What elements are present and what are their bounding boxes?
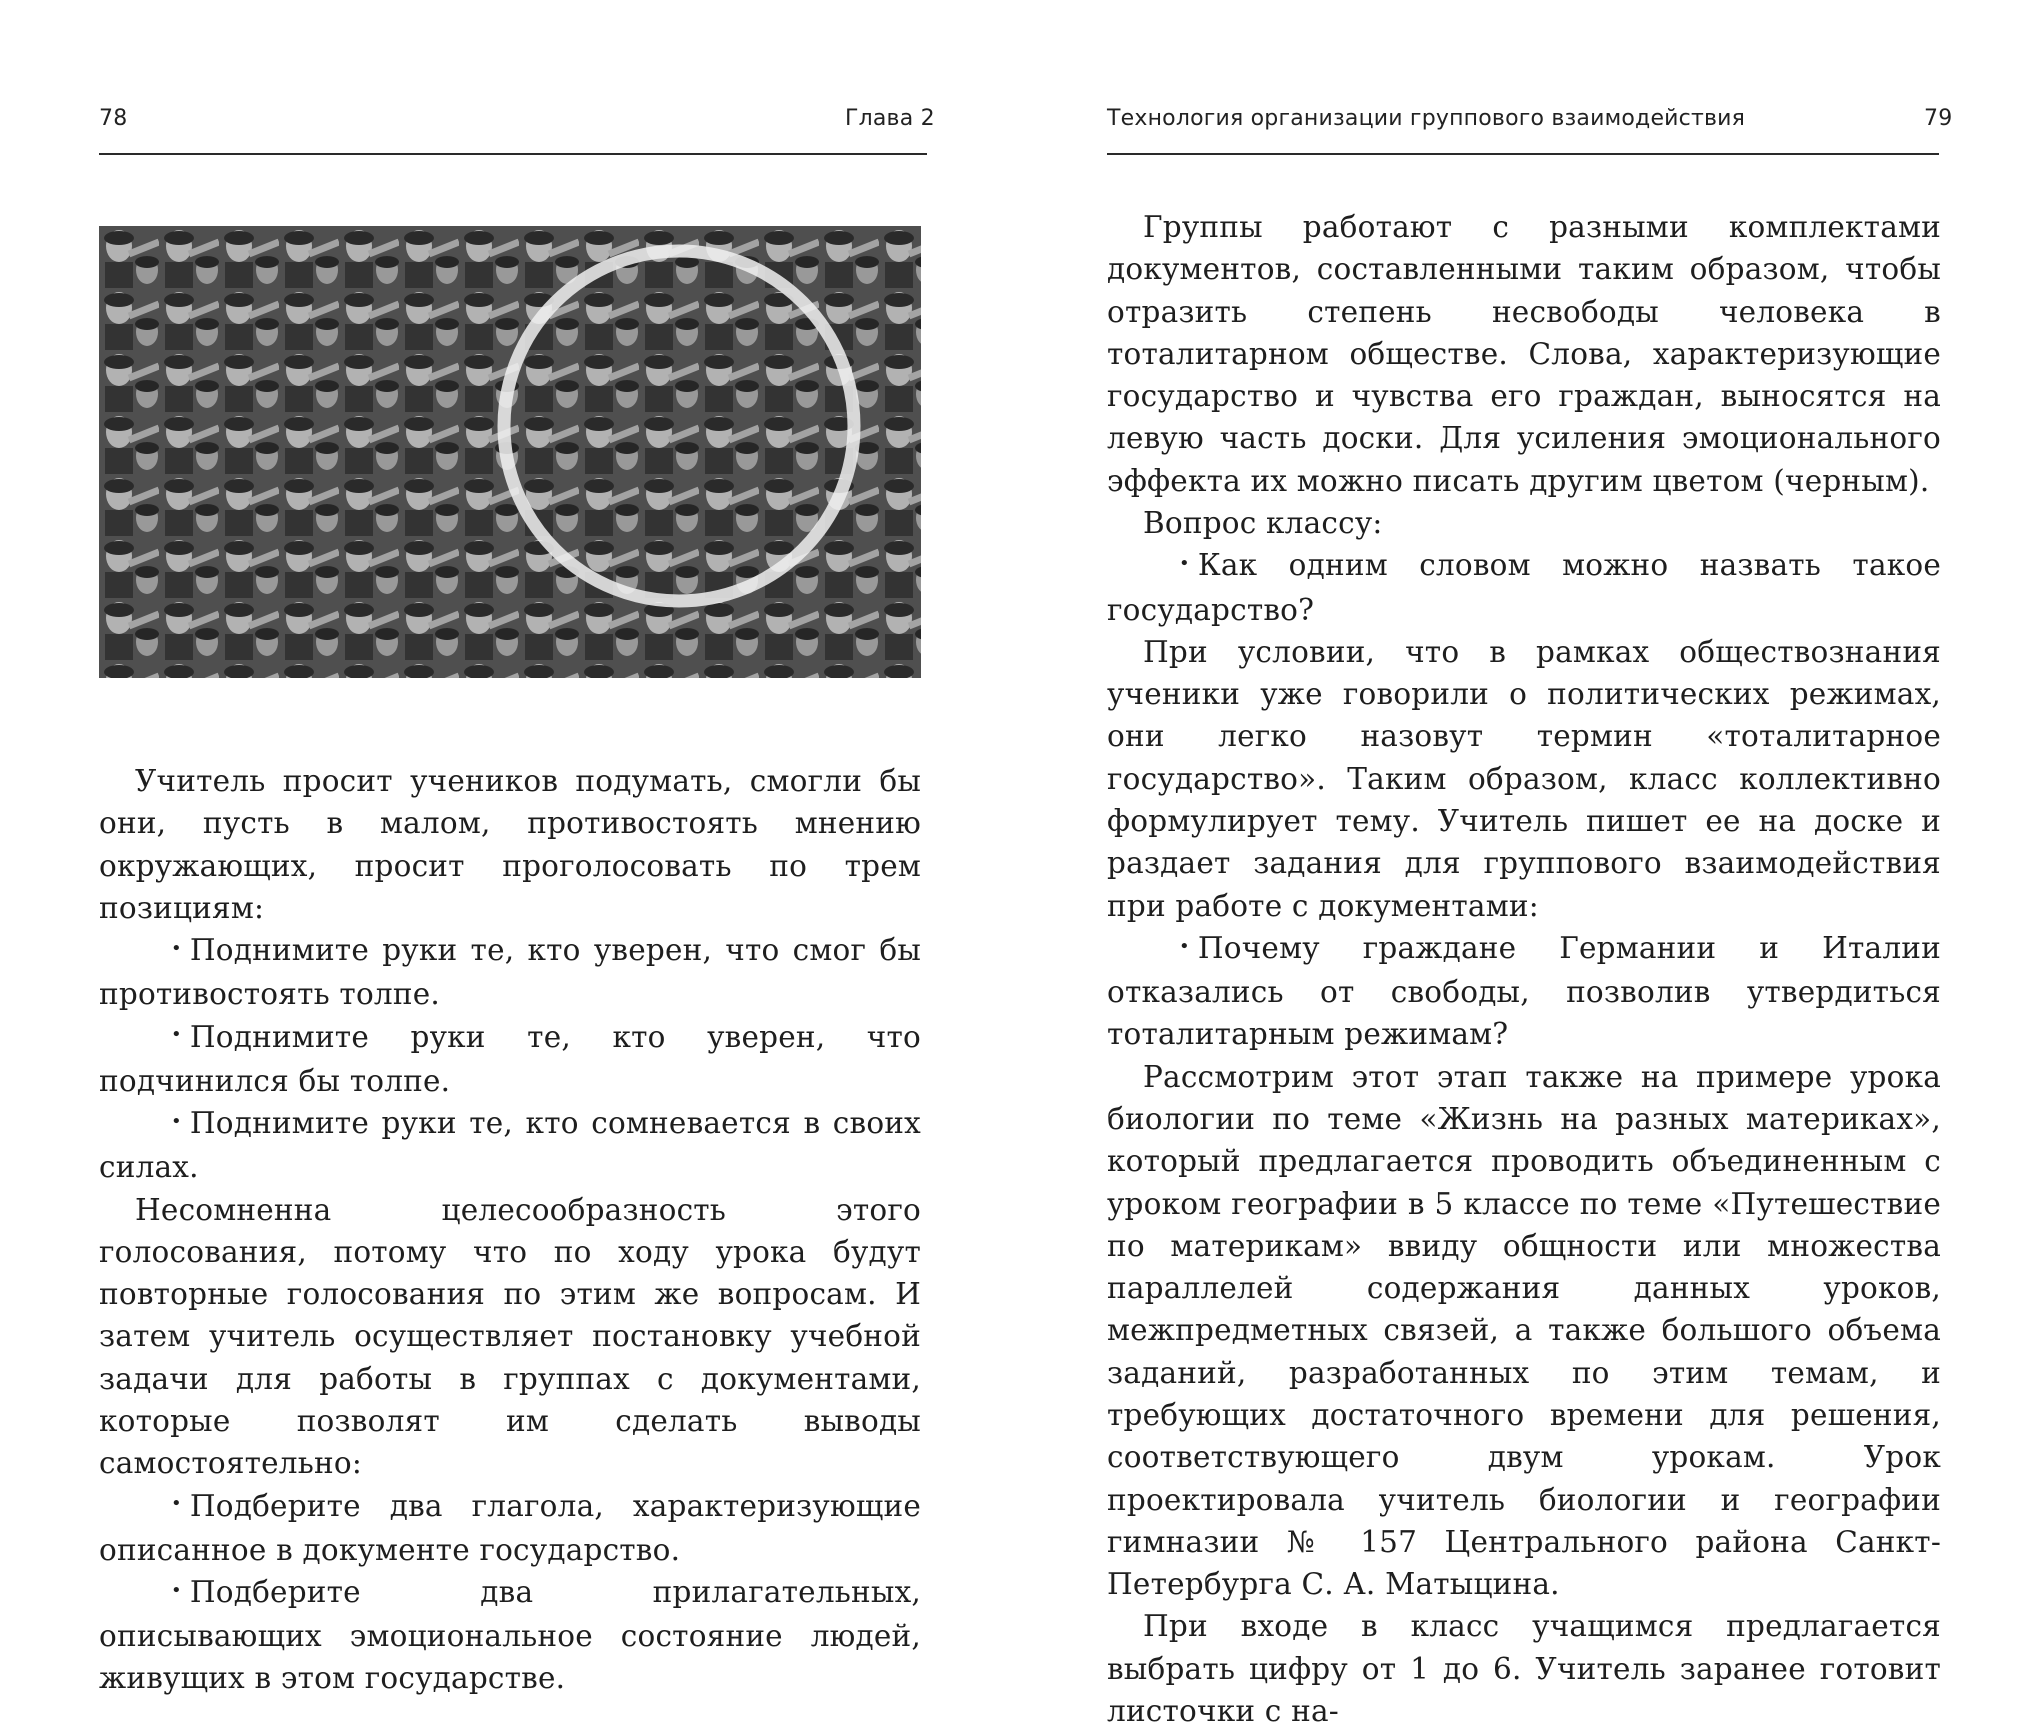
bullet-item xyxy=(99,1485,921,1571)
crowd-photo xyxy=(99,226,921,678)
bullet-icon: • xyxy=(1179,935,1190,957)
bullet-icon: • xyxy=(171,1024,182,1046)
paragraph: Вопрос классу: xyxy=(1143,506,1383,541)
bullet-icon: • xyxy=(171,1110,182,1132)
header-rule xyxy=(99,153,927,155)
paragraph: При входе в класс учащимся предлагается выбрать цифру от 1 до 6. Учитель заранее готовит листочки с на- xyxy=(1107,1609,1941,1729)
paragraph: Несомненна целесообразность этого голосования, потому что по ходу урока будут повторные голосования по этим же вопросам. И затем учитель осуществляет постановку учебной задачи для работы в группах с документами, которые позволят им сделать выводы самостоятельно: xyxy=(99,1192,921,1481)
bullet-item xyxy=(99,1571,921,1700)
left-page xyxy=(0,0,1015,1696)
bullet-icon: • xyxy=(1179,553,1190,575)
bullet-icon: • xyxy=(171,1579,182,1601)
paragraph: При условии, что в рамках обществознания ученики уже говорили о политических режимах, они легко назовут термин «тоталитарное государство». Таким образом, класс коллективно формулирует тему. Учитель пишет ее на доске и раздает задания для группового взаимодействия при работе с документами: xyxy=(1107,634,1941,923)
bullet-icon: • xyxy=(171,938,182,960)
bullet-text: Поднимите руки те, кто сомневается в своих силах. xyxy=(99,1106,921,1185)
crowd-photo-icon xyxy=(99,226,921,678)
bullet-text: Поднимите руки те, кто уверен, что подчинился бы толпе. xyxy=(99,1019,921,1098)
bullet-item xyxy=(99,1102,921,1188)
paragraph: Рассмотрим этот этап также на примере урока биологии по теме «Жизнь на разных материках», который предлагается проводить объединенным с уроком географии в 5 классе по теме «Путешествие по материкам» ввиду общности или множества параллелей содержания данных уроков, межпредметных связей, а также большого объема заданий, разработанных по этим темам, и требующих достаточного времени для решения, соответствующего двум урокам. Урок проектировала учитель биологии и географии гимназии № 157 Центрального района Санкт-Петербурга С. А. Матыцина. xyxy=(1107,1059,1941,1602)
paragraph: Группы работают с разными комплектами документов, составленными таким образом, чтобы отразить степень несвободы человека в тоталитарном обществе. Слова, характеризующие государство и чувства его граждан, выносятся на левую часть доски. Для усиления эмоционального эффекта их можно писать другим цветом (черным). xyxy=(1107,210,1941,498)
running-head: Глава 2 xyxy=(845,106,935,131)
right-page xyxy=(1015,0,2031,1729)
page-number: 79 xyxy=(1924,106,1953,131)
page-number: 78 xyxy=(99,106,128,131)
bullet-item xyxy=(99,929,921,1015)
bullet-text: Поднимите руки те, кто уверен, что смог бы противостоять толпе. xyxy=(99,933,921,1012)
running-head: Технология организации группового взаимодействия xyxy=(1107,106,1746,131)
header-rule xyxy=(1107,153,1939,155)
bullet-text: Подберите два глагола, характеризующие описанное в документе государство. xyxy=(99,1488,921,1567)
bullet-icon: • xyxy=(171,1493,182,1515)
paragraph: Учитель просит учеников подумать, смогли бы они, пусть в малом, противостоять мнению окружающих, просит проголосовать по трем позициям: xyxy=(99,764,921,925)
bullet-text: Как одним словом можно назвать такое государство? xyxy=(1107,548,1941,627)
bullet-item xyxy=(1107,544,1941,630)
bullet-item xyxy=(1107,927,1941,1056)
left-body-text xyxy=(99,760,921,1700)
bullet-item xyxy=(99,1016,921,1102)
right-body-text xyxy=(1107,206,1941,1732)
bullet-text: Почему граждане Германии и Италии отказались от свободы, позволив утвердиться тоталитарным режимам? xyxy=(1107,930,1941,1052)
bullet-text: Подберите два прилагательных, описывающих эмоциональное состояние людей, живущих в этом государстве. xyxy=(99,1575,921,1696)
